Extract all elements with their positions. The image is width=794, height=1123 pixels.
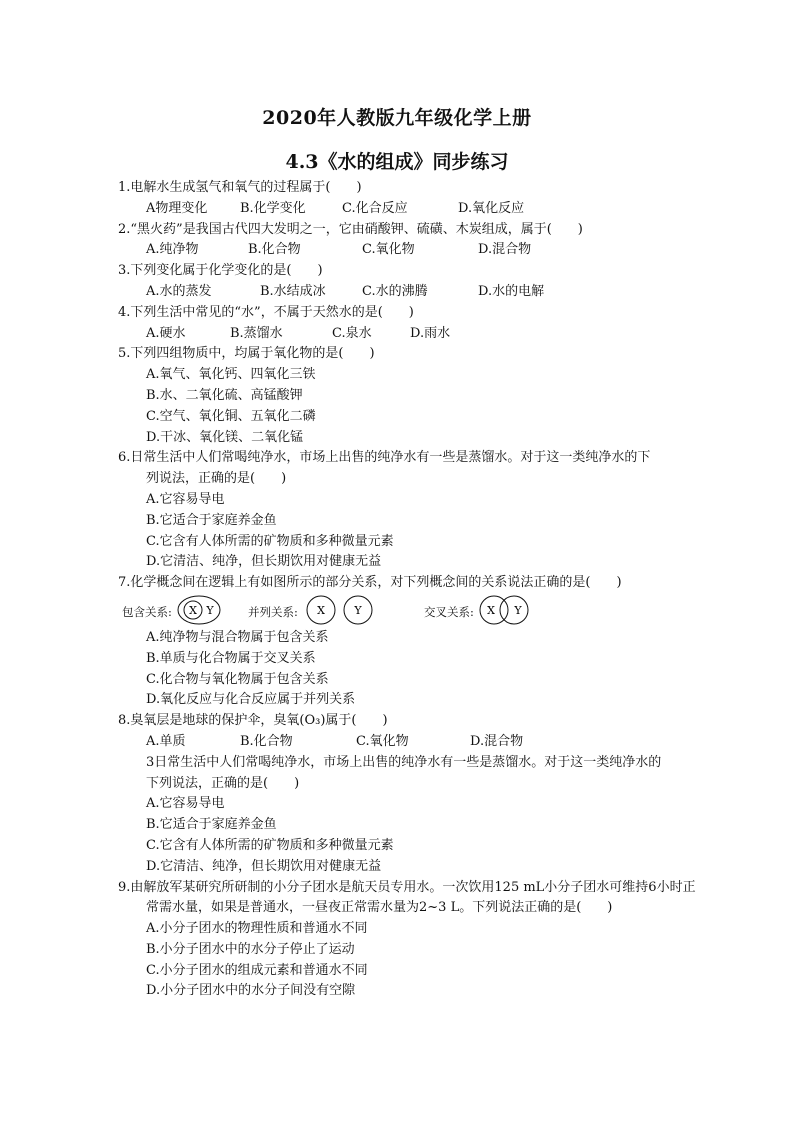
question-6 — [118, 448, 708, 573]
option-row — [118, 324, 708, 345]
question-4 — [118, 303, 708, 345]
option-c: C.空气、氧化铜、五氧化二磷 — [146, 408, 316, 424]
option-row — [118, 282, 708, 303]
y-label: Y — [206, 603, 214, 617]
option-c: C.氧化物 — [356, 733, 409, 749]
question-9 — [118, 878, 708, 1003]
option-c: C.它含有人体所需的矿物质和多种微量元素 — [146, 533, 394, 549]
option-d: D.雨水 — [410, 325, 451, 341]
question-stem-continued: 常需水量，如果是普通水，一昼夜正常需水量为2~3 L。下列说法正确的是( ) — [146, 900, 613, 916]
option-b: B.单质与化合物属于交叉关系 — [146, 650, 316, 666]
option-c: C.小分子团水的组成元素和普通水不同 — [146, 962, 368, 978]
option-b: B.蒸馏水 — [230, 325, 283, 341]
option-b: B.水、二氧化硫、高锰酸钾 — [146, 387, 303, 403]
option-b: B.化合物 — [248, 242, 301, 258]
parallel-diagram — [306, 594, 392, 626]
question-stem: 3.下列变化属于化学变化的是( ) — [118, 263, 323, 279]
extra-question-stem-continued: 下列说法，正确的是( ) — [146, 775, 300, 791]
option-d: D.混合物 — [470, 733, 524, 749]
option-c: C.化合物与氧化物属于包含关系 — [146, 671, 329, 687]
option-d: D.氧化反应 — [458, 200, 525, 216]
parallel-label: 并列关系: — [248, 604, 298, 619]
x-label: X — [487, 603, 495, 617]
option-d: D.混合物 — [478, 242, 532, 258]
extra-option-c: C.它含有人体所需的矿物质和多种微量元素 — [146, 837, 394, 853]
option-c: C.泉水 — [332, 325, 372, 341]
extra-option-b: B.它适合于家庭养金鱼 — [146, 817, 277, 833]
option-a: A.氧气、氧化钙、四氧化三铁 — [146, 367, 316, 383]
option-b: B.化合物 — [240, 733, 293, 749]
contain-label: 包含关系: — [122, 604, 172, 619]
x-label: X — [189, 603, 197, 617]
question-3 — [118, 261, 708, 303]
question-2 — [118, 220, 708, 262]
question-7 — [118, 573, 708, 711]
option-c: C.化合反应 — [342, 200, 408, 216]
option-d: D.水的电解 — [478, 283, 545, 299]
question-stem: 2.“黑火药”是我国古代四大发明之一，它由硝酸钾、硫磺、木炭组成，属于( ) — [118, 221, 583, 237]
option-d: D.小分子团水中的水分子间没有空隙 — [146, 983, 356, 999]
option-b: B.化学变化 — [240, 200, 306, 216]
option-a: A.纯净物 — [146, 242, 199, 258]
y-label: Y — [514, 603, 522, 617]
y-label: Y — [354, 603, 362, 617]
option-a: A.水的蒸发 — [146, 283, 212, 299]
option-d: D.干冰、氧化镁、二氧化锰 — [146, 429, 304, 445]
option-d: D.氧化反应与化合反应属于并列关系 — [146, 692, 356, 708]
question-stem: 9.由解放军某研究所研制的小分子团水是航天员专用水。一次饮用125 mL小分子团水可维持6小时正 — [118, 879, 696, 895]
question-stem: 7.化学概念间在逻辑上有如图所示的部分关系，对下列概念间的关系说法正确的是( ) — [118, 575, 622, 591]
option-row — [118, 732, 708, 753]
question-stem: 4.下列生活中常见的“水”，不属于天然水的是( ) — [118, 304, 414, 320]
question-stem: 1.电解水生成氢气和氧气的过程属于( ) — [118, 180, 362, 195]
question-stem-continued: 列说法，正确的是( ) — [146, 471, 287, 487]
option-b: B.小分子团水中的水分子停止了运动 — [146, 941, 355, 957]
extra-option-d: D.它清洁、纯净，但长期饮用对健康无益 — [146, 858, 382, 874]
relation-diagram — [118, 594, 708, 628]
option-c: C.氧化物 — [362, 242, 415, 258]
option-d: D.它清洁、纯净，但长期饮用对健康无益 — [146, 554, 382, 570]
question-8 — [118, 711, 708, 877]
option-a: A.它容易导电 — [146, 491, 225, 507]
question-stem: 5.下列四组物质中，均属于氧化物的是( ) — [118, 346, 375, 362]
extra-option-a: A.它容易导电 — [146, 796, 225, 812]
cross-label: 交叉关系: — [424, 604, 474, 619]
option-row — [118, 240, 708, 261]
question-5 — [118, 344, 708, 448]
page-subtitle: 4.3《水的组成》同步练习 — [285, 151, 509, 173]
option-row — [118, 199, 708, 220]
option-a: A.单质 — [146, 733, 186, 749]
option-c: C.水的沸腾 — [362, 283, 428, 299]
question-list — [118, 178, 708, 1002]
option-a: A.硬水 — [146, 325, 186, 341]
option-b: B.水结成冰 — [260, 283, 326, 299]
cross-diagram — [478, 594, 534, 626]
containment-diagram — [176, 594, 222, 626]
question-stem: 6.日常生活中人们常喝纯净水，市场上出售的纯净水有一些是蒸馏水。对于这一类纯净水的下 — [118, 450, 651, 466]
option-b: B.它适合于家庭养金鱼 — [146, 512, 277, 528]
option-a: A.小分子团水的物理性质和普通水不同 — [146, 921, 368, 937]
question-1 — [118, 178, 708, 220]
option-a: A物理变化 — [146, 200, 208, 216]
extra-question-stem: 3日常生活中人们常喝纯净水，市场上出售的纯净水有一些是蒸馏水。对于这一类纯净水的 — [146, 754, 662, 770]
question-stem: 8.臭氧层是地球的保护伞，臭氧(O₃)属于( ) — [118, 713, 388, 729]
page-title: 2020年人教版九年级化学上册 — [262, 107, 532, 129]
option-a: A.纯净物与混合物属于包含关系 — [146, 629, 329, 645]
x-label: X — [317, 603, 325, 617]
